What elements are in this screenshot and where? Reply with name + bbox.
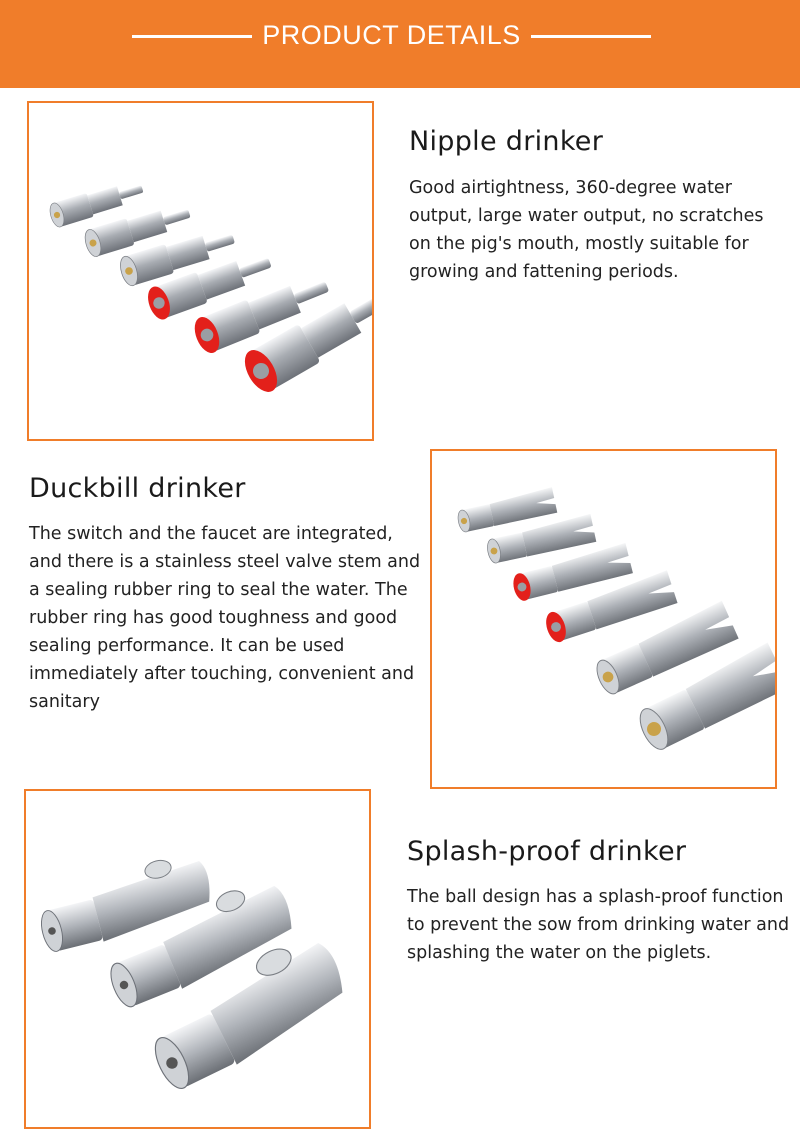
duckbill-drinker-photo [430,449,777,789]
banner-title: PRODUCT DETAILS [262,20,521,50]
section-banner [0,0,800,88]
duckbill-drinker-1 [455,487,557,533]
duckbill-drinker-description: The switch and the faucet are integrated, and there is a stainless steel valve stem and a sealing rubber ring to seal the water. The rubber ring has good toughness and good sealing performance. It can be used immediately after touching, convenient and sanitary [29,524,421,712]
nipple-drinker-photo [27,101,374,441]
splash-proof-drinker-photo [24,789,371,1129]
splash-proof-drinker-heading: Splash-proof drinker [407,836,687,867]
nipple-drinker-heading: Nipple drinker [409,126,604,157]
duckbill-drinker-illustration [432,451,775,787]
splash-proof-drinker-illustration [26,791,369,1127]
nipple-drinker-description: Good airtightness, 360-degree water output, large water output, no scratches on the pig's mouth, mostly suitable for growing and fattening periods. [409,178,764,282]
nipple-drinker-illustration [29,103,372,439]
banner-divider-left [132,35,252,38]
banner-divider-right [531,35,651,38]
duckbill-drinker-heading: Duckbill drinker [29,473,246,504]
splash-proof-drinker-description: The ball design has a splash-proof function to prevent the sow from drinking water and splashing the water on the piglets. [407,887,790,963]
